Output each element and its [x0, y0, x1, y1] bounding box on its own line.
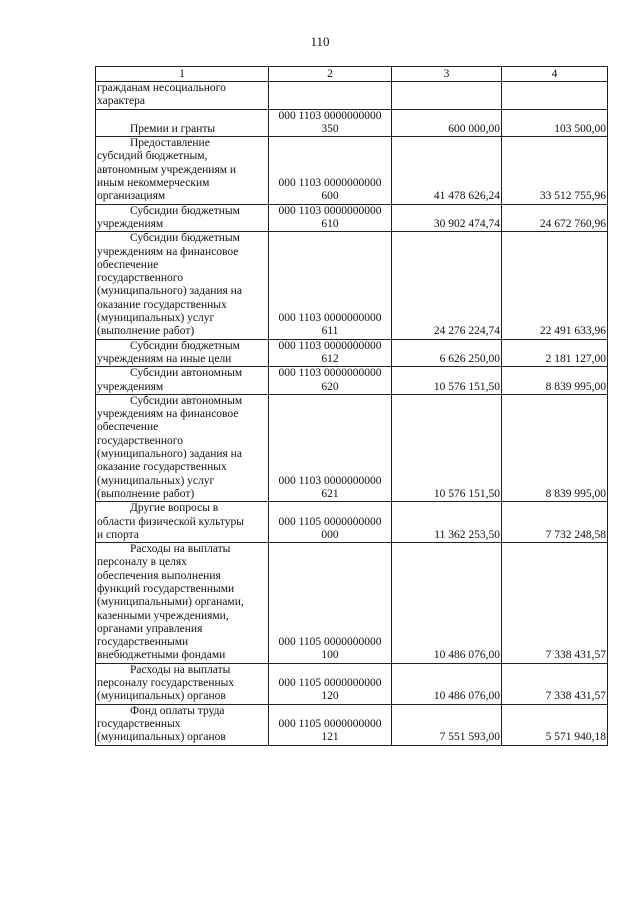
row-name-line: учреждениям на иные цели: [97, 352, 232, 365]
row-value-col4: 5 571 940,18: [502, 704, 608, 745]
row-value-col3: 11 362 253,50: [392, 502, 502, 543]
row-value-col4: 24 672 760,96: [502, 204, 608, 232]
row-name-line: внебюджетными фондами: [97, 649, 226, 662]
row-value-col4: 33 512 755,96: [502, 137, 608, 204]
row-value-col4: 103 500,00: [502, 109, 608, 137]
row-code-cell: [269, 394, 392, 501]
table-row: [96, 204, 608, 232]
row-name-line: персоналу в целях: [97, 556, 187, 569]
row-code-line: 000 1103 0000000000: [278, 339, 382, 352]
row-name-line: органами управления: [97, 622, 203, 635]
row-value-col3: 10 576 151,50: [392, 394, 502, 501]
row-value-col3: 10 576 151,50: [392, 367, 502, 395]
row-name-line: (выполнение работ): [97, 487, 195, 500]
row-code-cell: [269, 109, 392, 137]
row-name-cell: [96, 109, 269, 137]
row-name-line: (муниципальными) органами,: [97, 596, 244, 609]
budget-table: [95, 66, 608, 746]
row-code-line: 120: [321, 690, 339, 703]
row-name-line: учреждениям: [97, 217, 164, 230]
table-row: [96, 543, 608, 664]
table-row: [96, 367, 608, 395]
row-code-line: 350: [321, 122, 339, 135]
row-code-line: 000 1103 0000000000: [278, 109, 382, 122]
table-row: [96, 339, 608, 367]
table-row: [96, 82, 608, 110]
row-name-line: (муниципальных) органов: [97, 731, 226, 744]
row-code-line: 000 1105 0000000000: [278, 717, 382, 730]
row-name-line: государственного: [97, 272, 183, 285]
row-name-line: Субсидии автономным: [130, 367, 243, 380]
row-name-line: характера: [97, 95, 145, 108]
row-value-col4: 7 338 431,57: [502, 543, 608, 664]
row-name-line: (муниципального) задания на: [97, 285, 242, 298]
row-code-line: 000 1103 0000000000: [278, 367, 382, 380]
column-header-1: 1: [96, 67, 269, 82]
row-name-line: иным некоммерческим: [97, 177, 210, 190]
row-name-line: Фонд оплаты труда: [130, 704, 225, 717]
row-value-col4: 8 839 995,00: [502, 367, 608, 395]
row-code-cell: [269, 339, 392, 367]
row-name-line: государственных: [97, 717, 181, 730]
row-name-cell: [96, 704, 269, 745]
row-value-col3: 6 626 250,00: [392, 339, 502, 367]
row-name-line: автономным учреждениям и: [97, 163, 237, 176]
row-code-line: 121: [321, 731, 339, 744]
row-code-line: 000 1105 0000000000: [278, 515, 382, 528]
row-name-line: Расходы на выплаты: [130, 663, 231, 676]
row-name-line: Другие вопросы в: [130, 502, 219, 515]
row-name-line: обеспечение: [97, 421, 159, 434]
column-header-4: 4: [502, 67, 608, 82]
table-row: [96, 109, 608, 137]
row-code-line: 000 1103 0000000000: [278, 177, 382, 190]
row-name-line: Расходы на выплаты: [130, 543, 231, 556]
row-name-line: (муниципальных) органов: [97, 690, 226, 703]
row-name-cell: [96, 204, 269, 232]
row-name-cell: [96, 339, 269, 367]
row-name-line: оказание государственных: [97, 298, 227, 311]
row-name-line: субсидий бюджетным,: [97, 150, 208, 163]
row-name-line: и спорта: [97, 528, 139, 541]
row-code-cell: [269, 137, 392, 204]
row-code-line: 611: [321, 325, 339, 338]
row-code-cell: [269, 543, 392, 664]
row-name-line: Премии и гранты: [130, 122, 216, 135]
row-name-cell: [96, 367, 269, 395]
row-code-line: 620: [321, 380, 339, 393]
row-code-cell: [269, 663, 392, 704]
row-name-line: (муниципальных) услуг: [97, 474, 215, 487]
row-name-cell: [96, 502, 269, 543]
row-name-line: организациям: [97, 190, 166, 203]
row-name-line: государственного: [97, 434, 183, 447]
row-value-col3: 7 551 593,00: [392, 704, 502, 745]
row-code-line: 000 1105 0000000000: [278, 677, 382, 690]
row-code-line: 621: [321, 487, 339, 500]
row-name-line: области физической культуры: [97, 515, 244, 528]
row-name-line: оказание государственных: [97, 461, 227, 474]
row-name-line: Субсидии бюджетным: [130, 339, 240, 352]
table-header-row: [96, 67, 608, 82]
row-name-line: Субсидии бюджетным: [130, 204, 240, 217]
row-code-line: 000 1105 0000000000: [278, 636, 382, 649]
row-value-col3: 600 000,00: [392, 109, 502, 137]
row-name-cell: [96, 232, 269, 339]
row-value-col4: [502, 82, 608, 110]
table-row: [96, 394, 608, 501]
row-code-cell: [269, 502, 392, 543]
page-number: 110: [310, 34, 330, 49]
row-value-col3: 24 276 224,74: [392, 232, 502, 339]
row-name-cell: [96, 543, 269, 664]
row-name-line: Субсидии бюджетным: [130, 232, 240, 245]
row-name-line: обеспечения выполнения: [97, 569, 221, 582]
row-code-line: 000: [321, 528, 339, 541]
row-code-cell: [269, 704, 392, 745]
row-code-cell: [269, 232, 392, 339]
row-name-line: функций государственными: [97, 582, 235, 595]
table-row: [96, 137, 608, 204]
column-header-3: 3: [392, 67, 502, 82]
row-code-cell: [269, 204, 392, 232]
row-name-line: Субсидии автономным: [130, 394, 243, 407]
row-name-line: учреждениям на финансовое: [97, 408, 239, 421]
row-name-line: гражданам несоциального: [97, 82, 226, 94]
row-code-line: 000 1103 0000000000: [278, 204, 382, 217]
row-value-col3: 10 486 076,00: [392, 543, 502, 664]
row-code-line: 100: [321, 649, 339, 662]
row-code-line: 612: [321, 352, 339, 365]
row-value-col4: 8 839 995,00: [502, 394, 608, 501]
row-value-col4: 22 491 633,96: [502, 232, 608, 339]
row-value-col3: 30 902 474,74: [392, 204, 502, 232]
row-name-cell: [96, 82, 269, 110]
row-code-line: 610: [321, 217, 339, 230]
column-header-2: 2: [269, 67, 392, 82]
row-value-col4: 7 732 248,58: [502, 502, 608, 543]
row-name-cell: [96, 663, 269, 704]
row-name-line: (выполнение работ): [97, 325, 195, 338]
row-name-line: казенными учреждениями,: [97, 609, 229, 622]
row-value-col3: 10 486 076,00: [392, 663, 502, 704]
row-name-line: Предоставление: [130, 137, 210, 150]
table-row: [96, 704, 608, 745]
table-row: [96, 663, 608, 704]
row-name-cell: [96, 394, 269, 501]
row-code-line: 600: [321, 190, 339, 203]
row-name-line: государственными: [97, 636, 189, 649]
row-code-line: 000 1103 0000000000: [278, 474, 382, 487]
table-row: [96, 232, 608, 339]
row-value-col3: [392, 82, 502, 110]
row-name-line: учреждениям на финансовое: [97, 245, 239, 258]
row-name-line: персоналу государственных: [97, 677, 235, 690]
row-code-line: 000 1103 0000000000: [278, 312, 382, 325]
row-code-cell: [269, 82, 392, 110]
budget-table-body: [96, 67, 608, 746]
row-value-col3: 41 478 626,24: [392, 137, 502, 204]
row-name-line: (муниципальных) услуг: [97, 312, 215, 325]
row-value-col4: 7 338 431,57: [502, 663, 608, 704]
row-name-line: (муниципального) задания на: [97, 448, 242, 461]
row-code-cell: [269, 367, 392, 395]
row-value-col4: 2 181 127,00: [502, 339, 608, 367]
row-name-cell: [96, 137, 269, 204]
row-name-line: обеспечение: [97, 258, 159, 271]
row-name-line: учреждениям: [97, 380, 164, 393]
table-row: [96, 502, 608, 543]
